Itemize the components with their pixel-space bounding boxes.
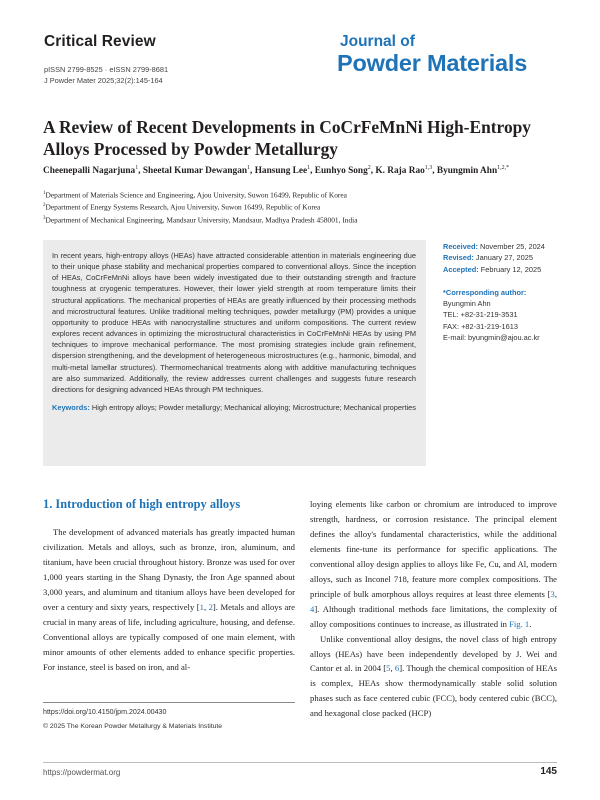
footnote-divider bbox=[43, 702, 295, 703]
affiliation-text: Department of Materials Science and Engineering, Ajou University, Suwon 16499, Republic of Korea bbox=[45, 190, 347, 200]
issn: pISSN 2799-8525 · eISSN 2799-8681 bbox=[44, 65, 169, 74]
author-name[interactable]: Eunhyo Song bbox=[314, 166, 368, 177]
corresponding-author-label: *Corresponding author: bbox=[443, 287, 527, 297]
author-list: Cheenepalli Nagarjuna$^1$, Sheetal Kumar Dewangan$^1$, Hansung Lee$^1$, Eunhyo Song$^2$, K. Raja Rao$^{1,3}$, Byungmin Ahn$^{1,2,*}$ bbox=[43, 165, 510, 177]
keywords-text: High entropy alloys; Powder metallurgy; Mechanical alloying; Microstructure; Mechanical properties bbox=[91, 403, 416, 413]
corresponding-author-email[interactable]: E-mail: byungmin@ajou.ac.kr bbox=[443, 333, 540, 343]
body-column-right bbox=[310, 497, 557, 721]
affiliation-item bbox=[43, 213, 563, 225]
body-text: Unlike conventional alloy designs, the novel class of high entropy alloys (HEAs) have been independently developed by J. Wei and Cantor et al. in 2004 [ bbox=[310, 633, 557, 674]
author-name[interactable]: Byungmin Ahn bbox=[436, 166, 498, 177]
abstract-text: In recent years, high-entropy alloys (HEAs) have attracted considerable attention in materials engineering due to their unique phase stability and mechanical properties compared to conventional alloys. Since the inception of HEAs, CoCrFeMnNi alloys have been widely investigated due to their outstanding strength and fracture toughness at cryogenic temperatures. However, their lower yield strength at room temperature limits their structural applications. The mechanical properties of HEAs are greatly influenced by their processing methods and microstructural features. Unlike traditional melting techniques, powder metallurgy (PM) provides a unique opportunity to produce HEAs with nanocrystalline structures and uniform compositions. The current review explores recent advances in optimizing the microstructural characteristics in CoCrFeMnNi HEAs by using PM techniques to improve mechanical performance. The most promising strategies include grain refinement, dispersion strengthening, and the development of heterogeneous microstructures (e.g., harmonic, bimodal, and multi-metal lamellar structures). Thermomechanical treatments along with additive manufacturing techniques are also summarized. Additionally, the review addresses current challenges and suggests future research directions for designing advanced HEAs through PM techniques. bbox=[52, 251, 416, 394]
accepted-label: Accepted: bbox=[443, 264, 479, 274]
affiliations bbox=[43, 188, 563, 225]
affiliation-number: 1 bbox=[43, 191, 46, 196]
author-affiliation-mark: 1 bbox=[135, 165, 139, 171]
body-text: loying elements like carbon or chromium are introduced to improve strength, hardness, or corrosion resistance. The principal element defines the alloy's fundamental characteristics, while the additional elements fine-tune its performance for specific applications. The conventional alloy design applies to alloys like Fe, Cu, and Al, modern alloys, such as Inconel 718, feature more complex compositions. The principle of bulk amorphous alloys requires at least three elements [ bbox=[310, 499, 557, 599]
revised-value: January 27, 2025 bbox=[475, 253, 533, 263]
keywords bbox=[52, 402, 416, 413]
body-text: ]. Although traditional methods face limitations, the complexity of alloy compositions continues to increase, as illustrated in bbox=[310, 603, 557, 629]
header-left bbox=[44, 33, 284, 86]
body-paragraph bbox=[310, 632, 557, 722]
abstract-box bbox=[43, 240, 426, 466]
doi-link[interactable]: https://doi.org/10.4150/jpm.2024.00430 bbox=[43, 708, 167, 716]
affiliation-text: Department of Mechanical Engineering, Mandsaur University, Mandsaur, Madhya Pradesh 458001, India bbox=[45, 215, 358, 225]
citation-link[interactable]: 2 bbox=[208, 601, 213, 612]
keywords-label: Keywords: bbox=[52, 403, 90, 413]
citation-link[interactable]: 3 bbox=[550, 588, 555, 599]
citation-link[interactable]: 5 bbox=[386, 663, 391, 674]
revised-date bbox=[443, 252, 573, 263]
received-value: November 25, 2024 bbox=[479, 242, 545, 251]
section-heading: 1. Introduction of high entropy alloys bbox=[43, 497, 241, 511]
body-text: The development of advanced materials has greatly impacted human civilization. Metals and alloys, such as bronze, iron, aluminum, and titanium, have been crucial throughout history. Bronze was used for over 1,000 years starting in the Shang Dynasty, the Iron Age spanned about 3,000 years, and aluminum and titanium alloys have been developed for over a century and sixty years, respectively [ bbox=[43, 527, 295, 612]
corresponding-author-tel: TEL: +82-31-219-3531 bbox=[443, 310, 518, 320]
body-text: , bbox=[390, 663, 395, 674]
affiliation-number: 2 bbox=[43, 203, 46, 209]
received-date bbox=[443, 241, 573, 252]
journal-logo[interactable] bbox=[337, 34, 557, 76]
body-text: , bbox=[203, 601, 209, 612]
affiliation-item bbox=[43, 188, 563, 200]
received-label: Received: bbox=[443, 242, 478, 251]
affiliation-number: 3 bbox=[43, 215, 46, 221]
author-name[interactable]: Cheenepalli Nagarjuna bbox=[43, 166, 136, 177]
author-name[interactable]: Hansung Lee bbox=[254, 166, 308, 177]
body-paragraph bbox=[310, 497, 557, 632]
figure-link[interactable]: Fig. 1 bbox=[509, 618, 530, 629]
body-text: . bbox=[529, 618, 532, 629]
author-affiliation-mark: 1 bbox=[307, 165, 311, 171]
footer-divider bbox=[43, 762, 557, 763]
author-name[interactable]: Sheetal Kumar Dewangan bbox=[142, 166, 248, 177]
section-type: Critical Review bbox=[44, 33, 156, 50]
accepted-value: February 12, 2025 bbox=[480, 264, 542, 274]
body-text: ]. Metals and alloys are crucial in many areas of life, including agriculture, housing, and defense. Conventional alloys are typically composed of one main element, with minor amounts of other elements added to enhance specific properties. For instance, steel is based on iron, and al- bbox=[43, 601, 296, 672]
journal-name-line1: Journal of bbox=[340, 33, 415, 50]
website-link[interactable]: https://powdermat.org bbox=[43, 768, 121, 777]
affiliation-item bbox=[43, 200, 563, 212]
citation-link[interactable]: 1 bbox=[199, 601, 204, 612]
author-affiliation-mark: 2 bbox=[367, 165, 371, 171]
author-affiliation-mark: 1,3 bbox=[424, 165, 433, 171]
copyright-notice: © 2025 The Korean Powder Metallurgy & Materials Institute bbox=[43, 723, 223, 730]
citation-link[interactable]: 4 bbox=[310, 603, 315, 614]
affiliation-text: Department of Energy Systems Research, Ajou University, Suwon 16499, Republic of Korea bbox=[45, 202, 321, 212]
body-text: , bbox=[554, 588, 557, 599]
body-text: ]. Though the chemical composition of HEAs is complex, HEAs show thermodynamically stable solid solution phases such as face centered cubic (FCC), body centered cubic (BCC), and hexagonal close packed (HCP) bbox=[310, 663, 558, 719]
citation-link[interactable]: 6 bbox=[394, 663, 400, 674]
corresponding-author-name: Byungmin Ahn bbox=[443, 299, 491, 309]
page-number: 145 bbox=[540, 766, 557, 777]
article-title: A Review of Recent Developments in CoCrFeMnNi High-Entropy Alloys Processed by Powder Metallurgy bbox=[43, 117, 532, 159]
author-name[interactable]: K. Raja Rao bbox=[375, 166, 425, 177]
citation: J Powder Mater 2025;32(2):145-164 bbox=[44, 76, 163, 85]
corresponding-author-fax: FAX: +82-31-219-1613 bbox=[443, 321, 518, 331]
revised-label: Revised: bbox=[443, 253, 474, 263]
body-paragraph-left bbox=[43, 525, 295, 675]
author-affiliation-mark: 1,2,* bbox=[497, 165, 510, 171]
author-affiliation-mark: 1 bbox=[247, 165, 251, 171]
corresponding-author-block bbox=[443, 287, 573, 343]
journal-name-line2: Powder Materials bbox=[337, 50, 528, 76]
accepted-date bbox=[443, 264, 573, 275]
article-meta bbox=[443, 241, 573, 343]
